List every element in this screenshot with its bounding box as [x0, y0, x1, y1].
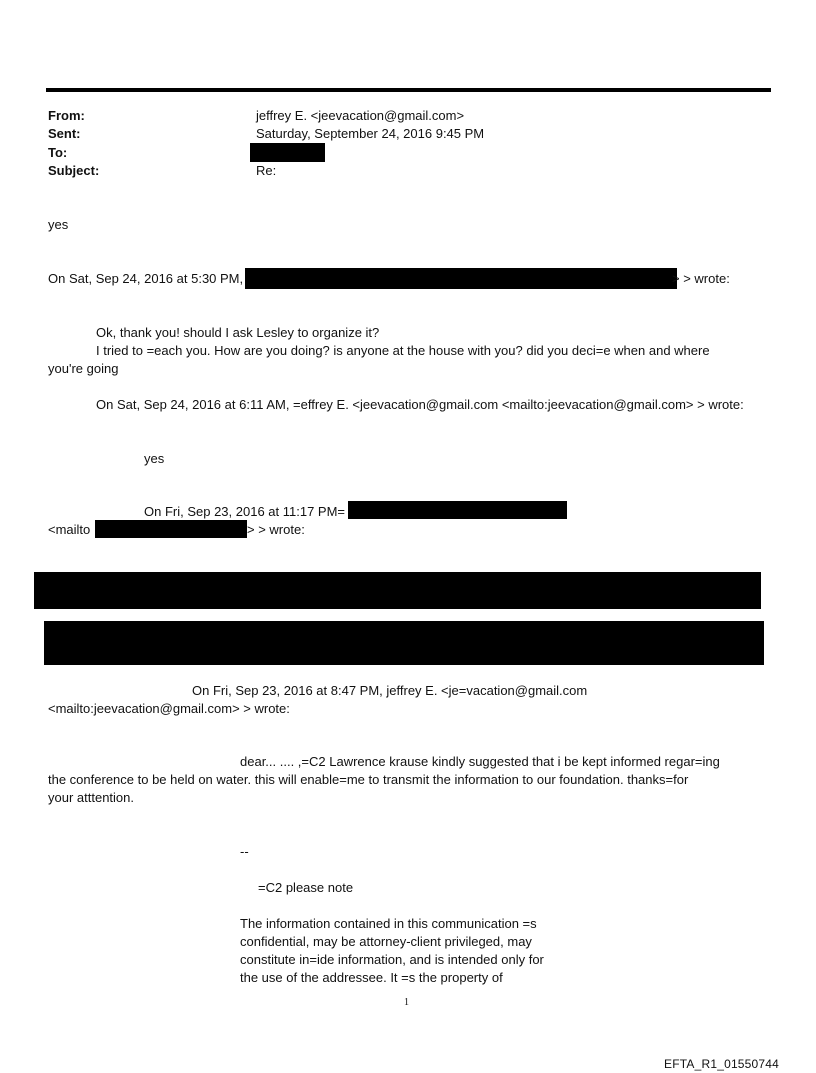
quote-header-suffix: > > wrote:: [247, 522, 305, 537]
subject-value: Re:: [256, 163, 277, 178]
from-label: From:: [48, 108, 85, 123]
quote-header: <mailto:jeevacation@gmail.com> > wrote:: [48, 701, 290, 716]
disclaimer-line: the use of the addressee. It =s the property of: [240, 970, 503, 985]
message-line: your atttention.: [48, 790, 134, 805]
quote-header: On Sat, Sep 24, 2016 at 6:11 AM, =effrey E. <jeevacation@gmail.com <mailto:jeevacation@gmail.com> > wrote:: [96, 397, 744, 412]
sender-redaction: [245, 268, 677, 289]
signature-note: =C2 please note: [258, 880, 354, 895]
message-line: the conference to be held on water. this will enable=me to transmit the information to our foundation. thanks=for: [48, 772, 689, 787]
quote-header: On Fri, Sep 23, 2016 at 11:17 PM=: [144, 504, 346, 519]
quote-header-suffix: > > wrote:: [672, 271, 730, 286]
reply-text: yes: [48, 217, 69, 232]
mailto-redaction: [95, 520, 247, 538]
message-line: you're going: [48, 361, 119, 376]
sent-label: Sent:: [48, 126, 81, 141]
message-line: dear... .... ,=C2 Lawrence krause kindly suggested that i be kept informed regar=ing: [240, 754, 720, 769]
disclaimer-line: confidential, may be attorney-client privileged, may: [240, 934, 532, 949]
to-label: To:: [48, 145, 68, 160]
subject-label: Subject:: [48, 163, 100, 178]
quote-mailto: <mailto: [48, 522, 91, 537]
to-redaction: [250, 143, 325, 162]
header-rule: [46, 88, 771, 92]
quote-header: On Fri, Sep 23, 2016 at 8:47 PM, jeffrey E. <je=vacation@gmail.com: [192, 683, 588, 698]
page-number: 1: [404, 997, 409, 1008]
disclaimer-line: The information contained in this communication =s: [240, 916, 537, 931]
signature-separator: --: [240, 844, 249, 859]
document-id: EFTA_R1_01550744: [664, 1057, 780, 1071]
sender-redaction: [348, 501, 567, 519]
message-line: Ok, thank you! should I ask Lesley to organize it?: [96, 325, 380, 340]
quote-header: On Sat, Sep 24, 2016 at 5:30 PM,: [48, 271, 244, 286]
message-redaction: [44, 621, 764, 665]
message-redaction: [34, 572, 761, 609]
reply-text: yes: [144, 451, 165, 466]
message-line: I tried to =each you. How are you doing? is anyone at the house with you? did you deci=e when and where: [96, 343, 710, 358]
disclaimer-line: constitute in=ide information, and is intended only for: [240, 952, 544, 967]
from-value: jeffrey E. <jeevacation@gmail.com>: [256, 108, 465, 123]
sent-value: Saturday, September 24, 2016 9:45 PM: [256, 126, 485, 141]
